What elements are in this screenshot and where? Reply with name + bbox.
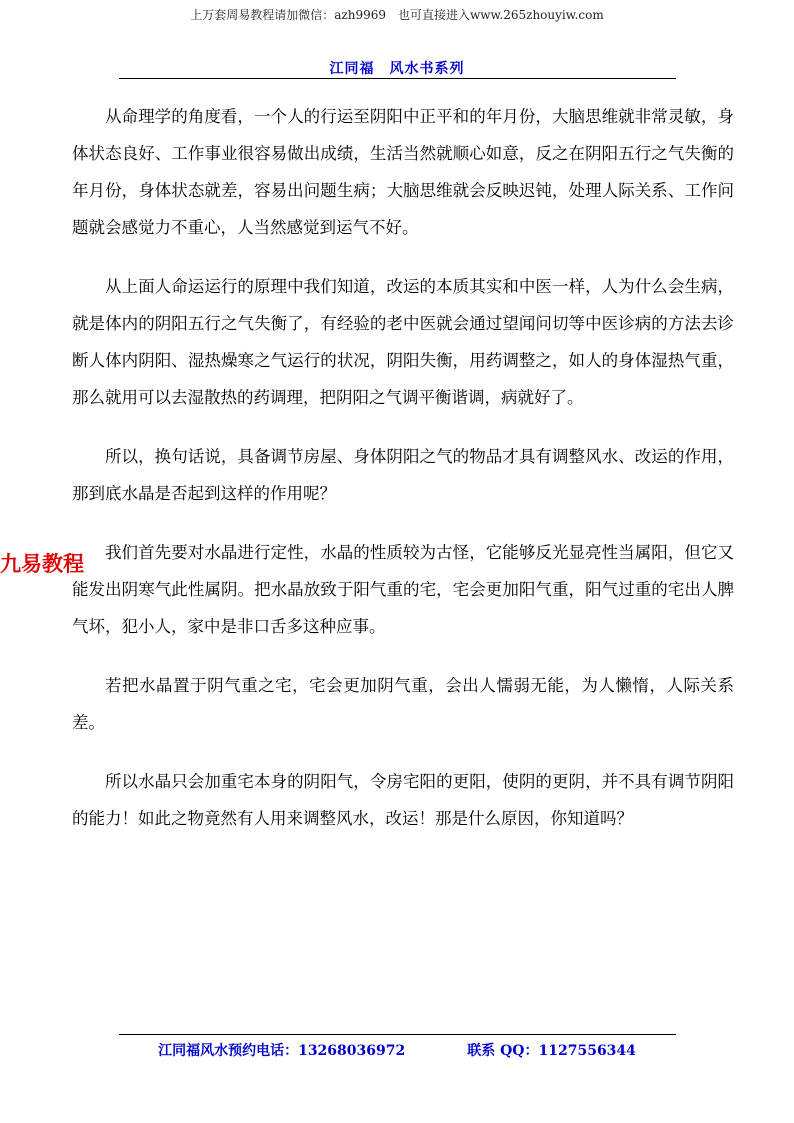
paragraph: 所以，换句话说，具备调节房屋、身体阴阳之气的物品才具有调整风水、改运的作用，那到底水晶是否起到这样的作用呢？ xyxy=(72,447,734,503)
paragraph: 从上面人命运运行的原理中我们知道，改运的本质其实和中医一样，人为什么会生病，就是体内的阴阳五行之气失衡了，有经验的老中医就会通过望闻问切等中医诊病的方法去诊断人体内阴阳、湿热燥寒之气运行的状况，阴阳失衡，用药调整之，如人的身体湿热气重，那么就用可以去湿散热的药调理，把阴阳之气调平衡谐调，病就好了。 xyxy=(72,277,734,407)
article-body xyxy=(72,98,734,859)
page-header-title: 江同福 风水书系列 xyxy=(329,61,465,77)
footer-qq: 联系 QQ：1127556344 xyxy=(467,1043,636,1059)
paragraph: 我们首先要对水晶进行定性，水晶的性质较为古怪，它能够反光显亮性当属阳，但它又能发出阴寒气此性属阴。把水晶放致于阳气重的宅，宅会更加阳气重，阳气过重的宅出人脾气坏，犯小人，家中是非口舌多这种应事。 xyxy=(72,543,734,636)
top-watermark: 上万套周易教程请加微信：azh9969 也可直接进入www.265zhouyiw.com xyxy=(190,8,604,22)
footer-divider xyxy=(119,1034,676,1035)
paragraph: 若把水晶置于阴气重之宅，宅会更加阴气重，会出人懦弱无能，为人懒惰，人际关系差。 xyxy=(72,676,734,732)
paragraph: 从命理学的角度看，一个人的行运至阴阳中正平和的年月份，大脑思维就非常灵敏，身体状态良好、工作事业很容易做出成绩，生活当然就顺心如意，反之在阴阳五行之气失衡的年月份，身体状态就差，容易出问题生病；大脑思维就会反映迟钝，处理人际关系、工作问题就会感觉力不重心，人当然感觉到运气不好。 xyxy=(72,107,734,237)
page-footer xyxy=(0,1040,794,1060)
footer-phone: 江同福风水预约电话：13268036972 xyxy=(158,1043,406,1059)
header-divider xyxy=(119,78,676,79)
brand-watermark-overlay: 九易教程 xyxy=(0,552,84,576)
paragraph: 所以水晶只会加重宅本身的阴阳气，令房宅阳的更阳，使阴的更阴，并不具有调节阴阳的能力！如此之物竟然有人用来调整风水，改运！那是什么原因，你知道吗？ xyxy=(72,772,734,828)
